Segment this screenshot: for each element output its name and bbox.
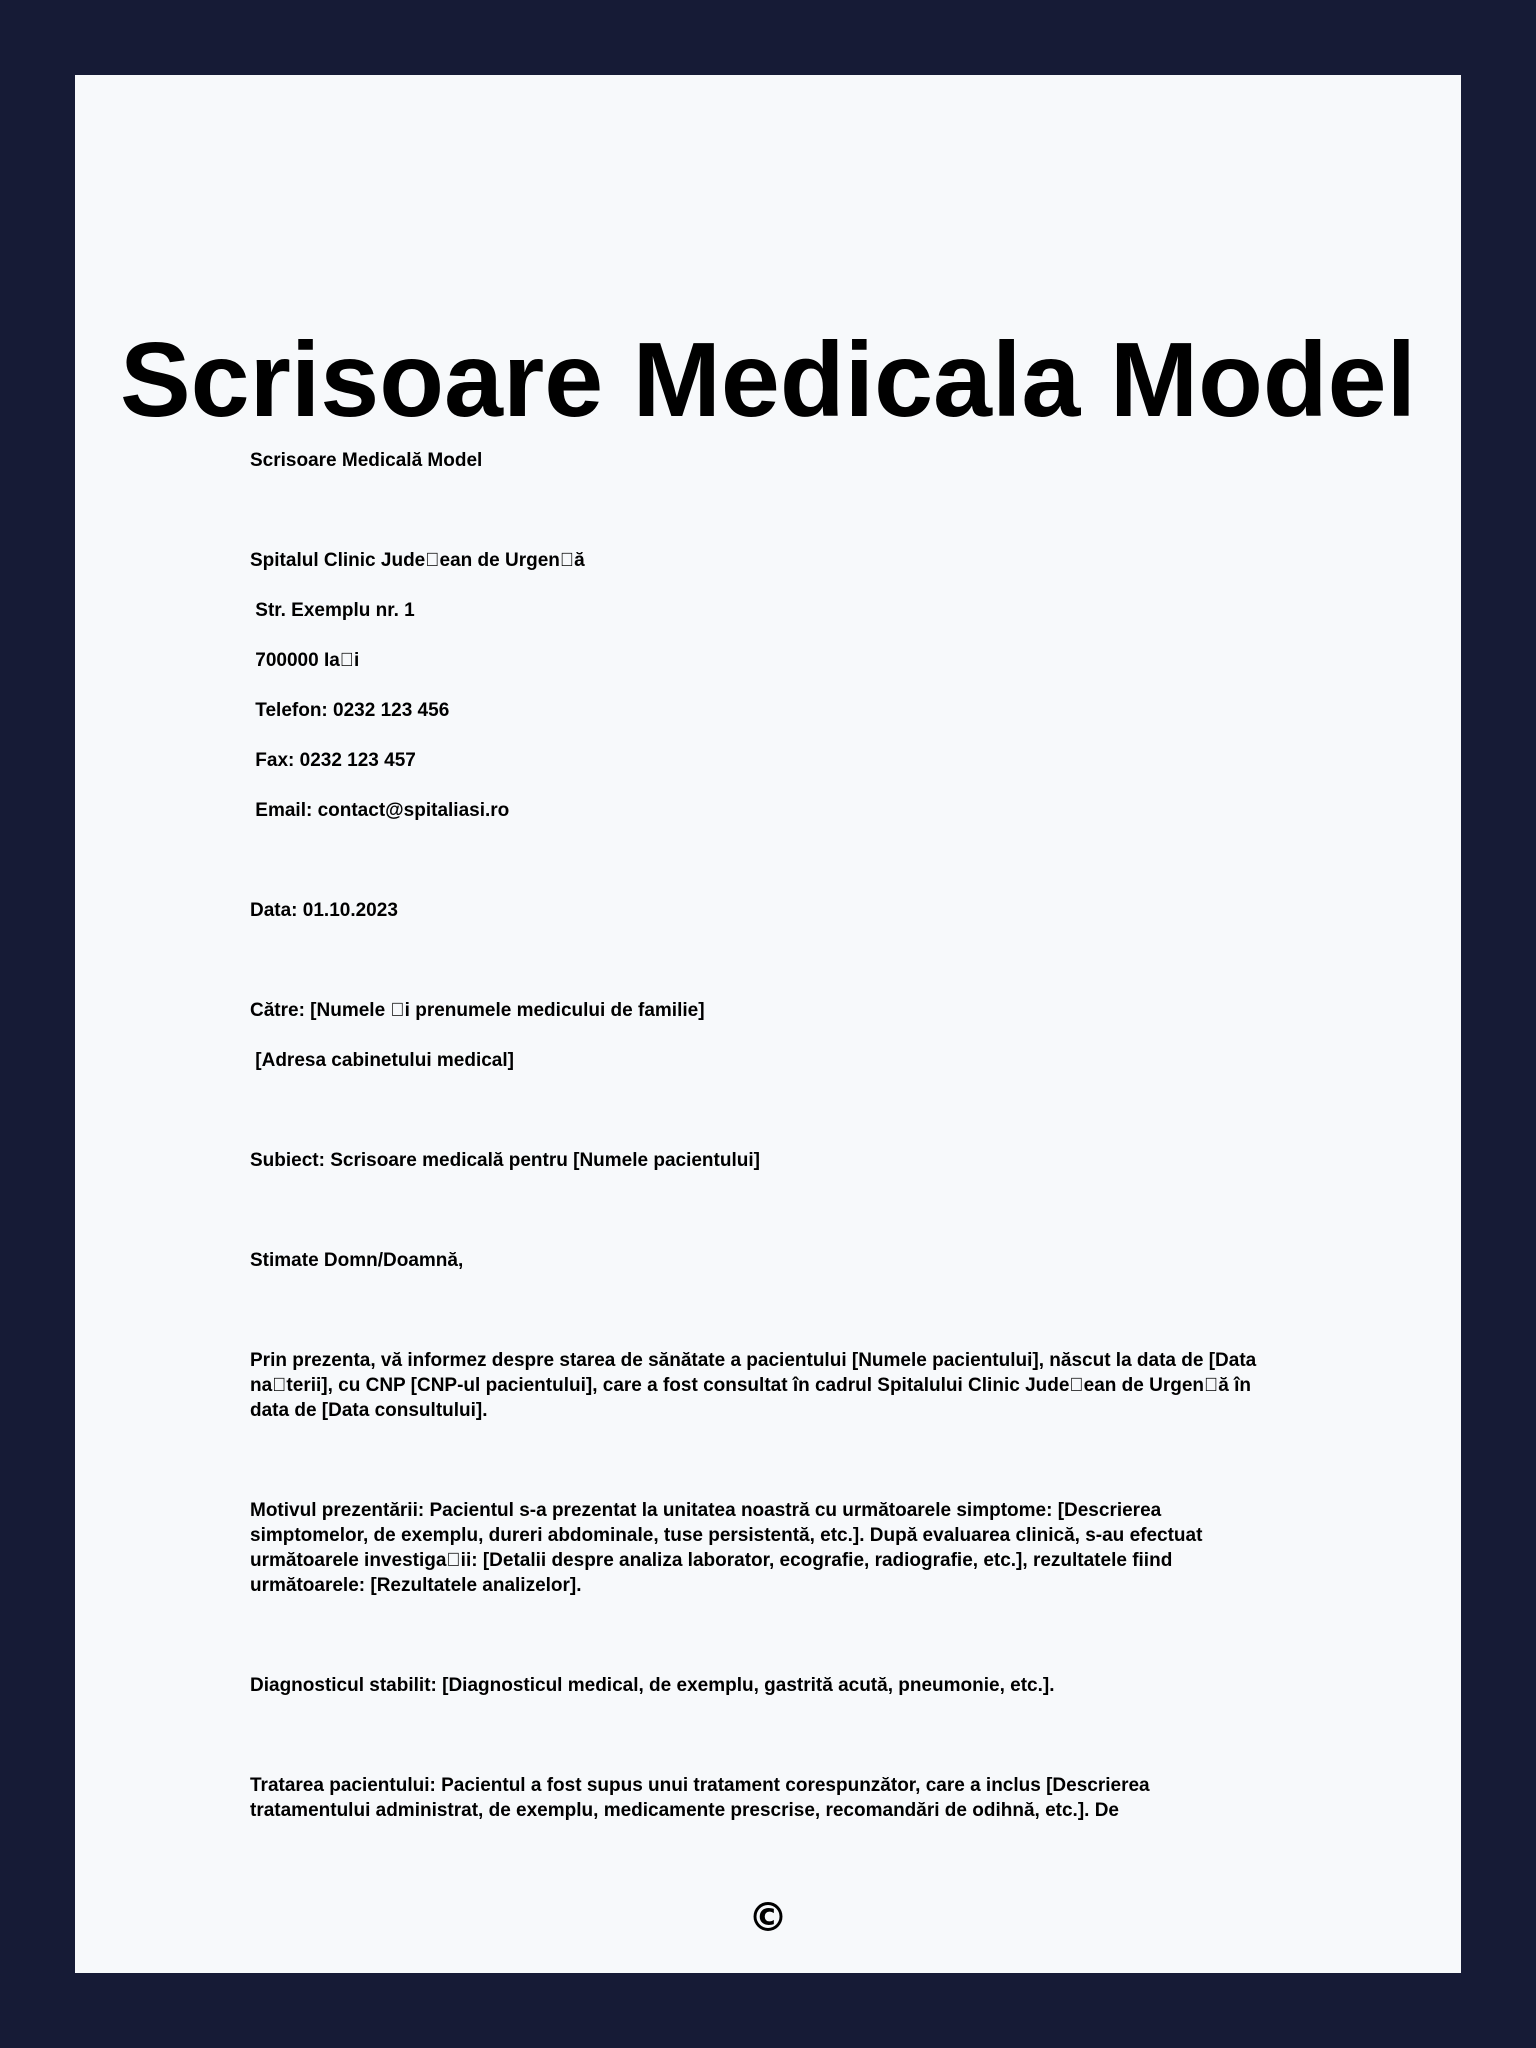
page-title: Scrisoare Medicala Model xyxy=(119,321,1417,439)
letter-date: Data: 01.10.2023 xyxy=(250,900,398,921)
sender-fax: Fax: 0232 123 457 xyxy=(250,750,416,771)
letter-heading: Scrisoare Medicală Model xyxy=(250,450,483,471)
copyright-icon: © xyxy=(748,1895,788,1941)
recipient-address: [Adresa cabinetului medical] xyxy=(250,1050,514,1071)
document-page xyxy=(75,75,1461,1973)
paragraph-diagnosis: Diagnosticul stabilit: [Diagnosticul medical, de exemplu, gastrită acută, pneumonie, etc.]. xyxy=(250,1675,1055,1696)
letter-subject: Subiect: Scrisoare medicală pentru [Numele pacientului] xyxy=(250,1150,760,1171)
sender-email: Email: contact@spitaliasi.ro xyxy=(250,800,510,821)
sender-phone: Telefon: 0232 123 456 xyxy=(250,700,450,721)
recipient-name: Către: [Numele  i prenumele medicului de familie] xyxy=(250,1000,705,1021)
paragraph-reason: Motivul prezentării: Pacientul s-a prezentat la unitatea noastră cu următoarele simptome: [Descrierea simptomelor, de exemplu, dureri abdominale, tuse persistentă, etc.]. După evaluarea clinică, s-au efectuat următoarele investiga ii: [Detalii despre analiza laborator, ecografie, radiografie, etc.], rezultatele fiind următoarele: [Rezultatele analizelor]. xyxy=(250,1500,1203,1596)
paragraph-treatment: Tratarea pacientului: Pacientul a fost supus unui tratament corespunzător, care a inclus [Descrierea tratamentului administrat, de exemplu, medicamente prescrise, recomandări de odihnă, etc.]. De xyxy=(250,1775,1150,1821)
sender-city: 700000 Ia i xyxy=(250,650,360,671)
letter-body xyxy=(250,448,1350,1823)
paragraph-intro: Prin prezenta, vă informez despre starea de sănătate a pacientului [Numele pacientului], născut la data de [Data na terii], cu CNP [CNP-ul pacientului], care a fost consultat în cadrul Spitalului Clinic Jude ean de Urgen ă în data de [Data consultului]. xyxy=(250,1350,1257,1421)
sender-name: Spitalul Clinic Jude ean de Urgen ă xyxy=(250,550,585,571)
letter-greeting: Stimate Domn/Doamnă, xyxy=(250,1250,464,1271)
sender-street: Str. Exemplu nr. 1 xyxy=(250,600,415,621)
